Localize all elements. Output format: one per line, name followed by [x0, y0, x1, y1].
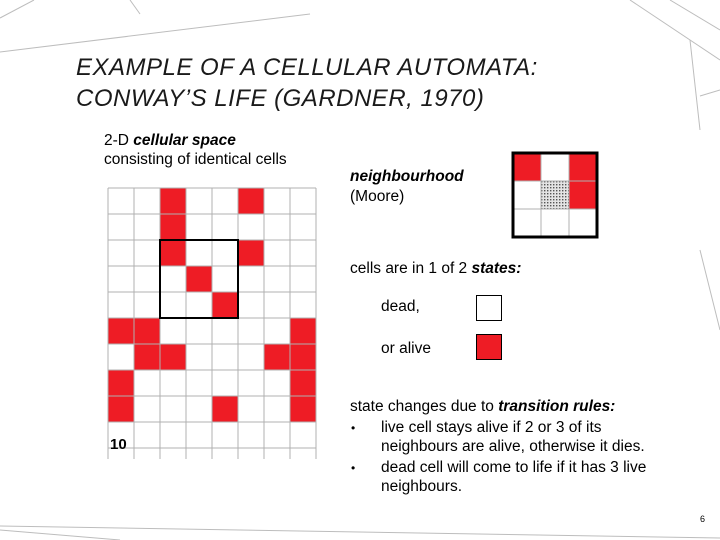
grid-caption-term: cellular space	[133, 132, 236, 149]
rule-2-line-1: dead cell will come to life if it has 3 live	[381, 459, 647, 476]
neighbourhood-type: (Moore)	[350, 188, 405, 205]
rule-2	[381, 458, 711, 496]
states-term: states:	[471, 260, 522, 277]
rule-2-line-2: neighbours.	[381, 478, 463, 495]
alive-cell	[160, 214, 186, 240]
alive-cell	[290, 396, 316, 422]
dead-neighbour-cell	[541, 153, 569, 181]
dead-state-label: dead,	[381, 298, 420, 315]
alive-cell	[238, 188, 264, 214]
neighbourhood-label	[350, 167, 464, 207]
alive-neighbour-cell	[513, 153, 541, 181]
alive-cell	[160, 344, 186, 370]
slide-title	[76, 52, 538, 114]
rule-1	[381, 418, 711, 456]
alive-cell	[108, 370, 134, 396]
alive-cell	[238, 240, 264, 266]
alive-cell	[160, 240, 186, 266]
alive-neighbour-cell	[569, 153, 597, 181]
rules-term: transition rules:	[498, 398, 616, 415]
cellular-space-grid	[107, 187, 319, 459]
rules-prefix: state changes due to	[350, 398, 499, 415]
states-line	[350, 260, 521, 278]
dead-state-swatch	[476, 295, 502, 321]
alive-neighbour-cell	[569, 181, 597, 209]
dead-neighbour-cell	[541, 209, 569, 237]
transition-rules-heading	[350, 398, 615, 416]
alive-cell	[212, 396, 238, 422]
rule-1-line-2: neighbours are alive, otherwise it dies.	[381, 438, 645, 455]
dead-neighbour-cell	[569, 209, 597, 237]
center-cell	[541, 181, 569, 209]
alive-cell	[108, 396, 134, 422]
alive-cell	[290, 370, 316, 396]
dead-neighbour-cell	[513, 209, 541, 237]
alive-cell	[290, 318, 316, 344]
grid-caption-line-2: consisting of identical cells	[104, 151, 287, 168]
alive-state-label: or alive	[381, 340, 431, 357]
alive-cell	[212, 292, 238, 318]
alive-cell	[264, 344, 290, 370]
title-line-2: CONWAY’S LIFE (GARDNER, 1970)	[76, 85, 485, 112]
alive-cell	[134, 318, 160, 344]
page-number: 6	[700, 514, 706, 524]
alive-cell	[134, 344, 160, 370]
title-line-1: EXAMPLE OF A CELLULAR AUTOMATA:	[76, 54, 538, 81]
bullet-2: •	[351, 461, 356, 475]
states-prefix: cells are in 1 of 2	[350, 260, 472, 277]
grid-caption	[104, 131, 287, 169]
bullet-1: •	[351, 421, 356, 435]
alive-cell	[108, 318, 134, 344]
moore-neighbourhood-grid	[511, 151, 601, 241]
alive-cell	[160, 188, 186, 214]
alive-cell	[290, 344, 316, 370]
neighbourhood-term: neighbourhood	[350, 168, 464, 185]
rule-1-line-1: live cell stays alive if 2 or 3 of its	[381, 419, 602, 436]
grid-size-label: 10	[110, 436, 127, 453]
alive-state-swatch	[476, 334, 502, 360]
grid-caption-prefix: 2-D	[104, 132, 134, 149]
alive-cell	[186, 266, 212, 292]
dead-neighbour-cell	[513, 181, 541, 209]
